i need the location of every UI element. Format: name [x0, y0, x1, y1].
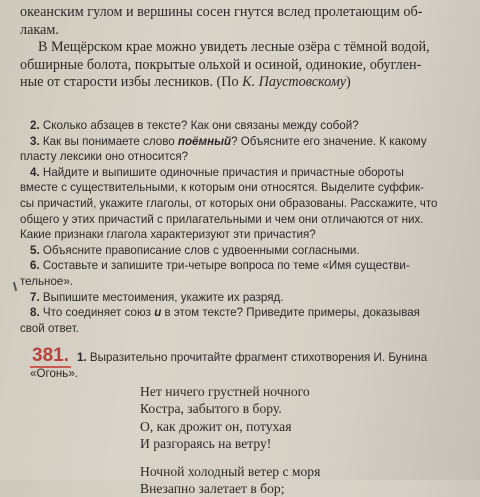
pencil-mark [13, 282, 17, 291]
task-item: 7. Выпишите местоимения, укажите их разряд. [30, 290, 284, 304]
task-line: Какие признаки глагола характеризуют эти причастия? [20, 228, 316, 242]
prose-line: лакам. [20, 21, 59, 38]
keyword: поёмный [177, 134, 232, 148]
prose-line: океанским гулом и вершины сосен гнутся вслед пролетающим об- [20, 4, 423, 20]
poem-line: И разгораясь на ветру! [140, 436, 272, 452]
exercise-381 [30, 345, 470, 381]
poem-line: О, как дрожит он, потухая [140, 418, 292, 434]
exercise-heading: 381. 1. Выразительно прочитайте фрагмент стихотворения И. Бунина [32, 345, 428, 366]
task-item: 4. Найдите и выпишите одиночные причастия и причастные обороты [30, 165, 404, 179]
textbook-page [20, 0, 470, 497]
keyword: и [154, 306, 162, 320]
task-line: общего у этих причастий с прилагательными и чем они отличаются от них. [20, 212, 424, 226]
task-list [20, 118, 460, 336]
task-item: 5. Объясните правописание слов с удвоенными согласными. [30, 243, 360, 257]
task-line: свой ответ. [20, 321, 79, 335]
exercise-line: «Огонь». [30, 366, 78, 380]
poem-line: Ночной холодный ветер с моря [140, 463, 321, 479]
prose-line: обширные болота, покрытые ольхой и осиной, одинокие, обуглен- [20, 56, 422, 73]
prose-line: В Мещёрском крае можно увидеть лесные озёра с тёмной водой, [38, 39, 430, 56]
task-item: 8. Что соединяет союз и в этом тексте? Приведите примеры, доказывая [30, 306, 420, 320]
poem-line: Внезапно залетает в бор; [140, 481, 285, 497]
poem-line: Костра, забытого в бору. [140, 401, 282, 417]
task-line: тельное». [20, 274, 74, 288]
task-line: пласту лексики оно относится? [20, 150, 189, 164]
poem-line: Нет ничего грустней ночного [140, 384, 310, 399]
task-item: 3. Как вы понимаете слово поёмный? Объясните его значение. К какому [30, 134, 427, 148]
task-item: 2. Сколько абзацев в тексте? Как они связаны между собой? [30, 119, 359, 132]
exercise-number: 381. [32, 345, 69, 366]
prose-text [20, 4, 470, 92]
prose-line: ные от старости избы лесников. (По К. Паустовскому) [20, 74, 351, 91]
task-item: 6. Составьте и запишите три-четыре вопроса по теме «Имя существи- [30, 259, 410, 273]
poem-stanza [140, 383, 440, 453]
author-name: К. Паустовскому [242, 74, 347, 91]
task-line: вместе с существительными, к которым они относятся. Выделите суффик- [20, 181, 424, 195]
task-line: сы причастий, укажите глаголы, от которых они образованы. Расскажите, что [20, 196, 438, 210]
